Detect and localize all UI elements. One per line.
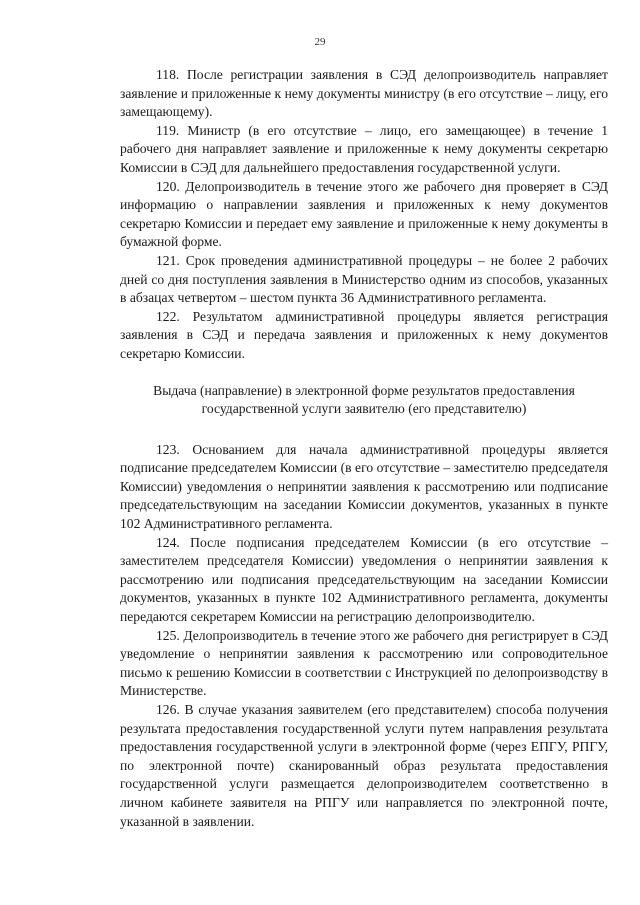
paragraph-124: 124. После подписания председателем Комиссии (в его отсутствие – заместителем председателя Комиссии) уведомления о непринятии заявления к рассмотрению или подписания председательствующим на заседании Комиссии документов, указанных в пункте 102 Административного регламента, документы передаются секретарем Комиссии на регистрацию делопроизводителю.	[120, 534, 608, 625]
page-number: 29	[314, 36, 326, 48]
paragraph-123: 123. Основанием для начала административной процедуры является подписание председателем Комиссии (в его отсутствие – заместителю председателя Комиссии) уведомления о непринятии заявления к рассмотрению или подписание председательствующим на заседании Комиссии документов, указанных в пункте 102 Административного регламента.	[120, 441, 608, 532]
section-heading: Выдача (направление) в электронной форме результатов предоставления государственной услуги заявителю (его представителю)	[153, 382, 575, 417]
paragraph-122: 122. Результатом административной процедуры является регистрация заявления в СЭД и передача заявления и приложенных к нему документов секретарю Комиссии.	[120, 308, 608, 361]
paragraph-120: 120. Делопроизводитель в течение этого же рабочего дня проверяет в СЭД информацию о направлении заявления и приложенных к нему документов секретарю Комиссии и передает ему заявление и приложенные к нему документы в бумажной форме.	[120, 178, 608, 250]
paragraph-125: 125. Делопроизводитель в течение этого же рабочего дня регистрирует в СЭД уведомление о непринятии заявления к рассмотрению или сопроводительное письмо к решению Комиссии в соответствии с Инструкцией по делопроизводству в Министерстве.	[120, 627, 608, 699]
paragraph-118: 118. После регистрации заявления в СЭД делопроизводитель направляет заявление и приложенные к нему документы министру (в его отсутствие – лицу, его замещающему).	[120, 67, 608, 120]
paragraph-119: 119. Министр (в его отсутствие – лицо, его замещающее) в течение 1 рабочего дня направляет заявление и приложенные к нему документы секретарю Комиссии в СЭД для дальнейшего предоставления государственной услуги.	[120, 122, 608, 175]
paragraph-126: 126. В случае указания заявителем (его представителем) способа получения результата предоставления государственной услуги путем направления результата предоставления государственной услуги в электронной форме (через ЕПГУ, РПГУ, по электронной почте) сканированный образ результата предоставления государственной услуги размещается делопроизводителем соответственно в личном кабинете заявителя на РПГУ или направляется по электронной почте, указанной в заявлении.	[120, 702, 608, 829]
paragraph-121: 121. Срок проведения административной процедуры – не более 2 рабочих дней со дня поступления заявления в Министерство одним из способов, указанных в абзацах четвертом – шестом пункта 36 Административного регламента.	[120, 252, 608, 306]
document-body	[120, 66, 608, 831]
